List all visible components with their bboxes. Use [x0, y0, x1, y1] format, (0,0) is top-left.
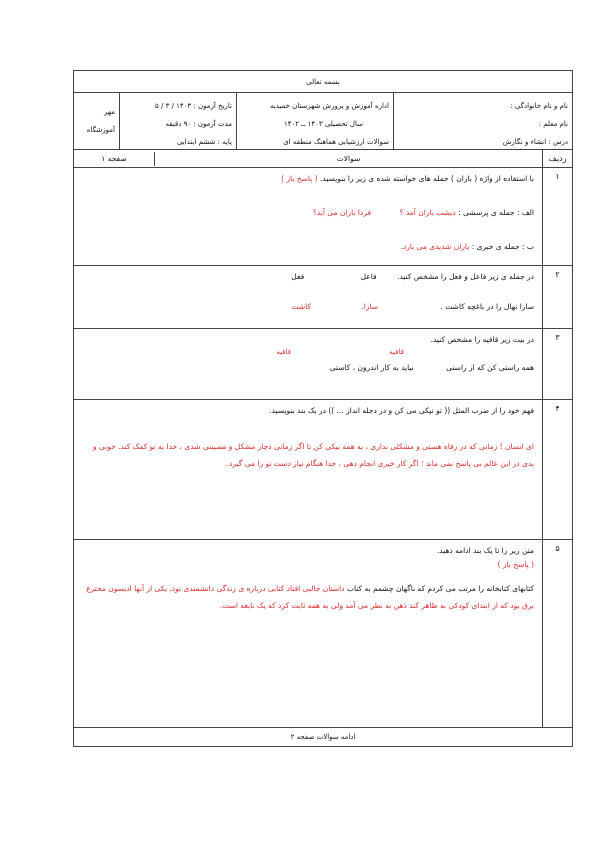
verb-answer: کاشت: [291, 302, 311, 311]
stamp-area: [74, 93, 119, 149]
part-a-label: الف : جمله ی پرسشی :: [458, 208, 534, 217]
page-number: صفحه ۱: [74, 152, 155, 166]
question-1-note: ( پاسخ باز ): [281, 174, 318, 183]
questions-column-label: سوالات: [336, 153, 361, 163]
question-4-prompt: فهم خود را از ضرب المثل (( تو نیکی می کن و در دجله انداز ... )) در یک بند بنویسید.: [269, 406, 534, 415]
question-1-part-b: [80, 240, 534, 254]
student-info: [393, 93, 572, 149]
part-b-answer: باران شدیدی می بارد.: [400, 242, 470, 251]
rhyme-labels: [80, 347, 404, 357]
question-2-body: [74, 266, 542, 328]
question-2-prompt-line: [80, 270, 534, 284]
footer-text: ادامه سوالات صفحه ۲: [290, 733, 356, 741]
exam-sheet: [73, 70, 573, 747]
question-2-prompt: در جمله ی زیر فاعل و فعل را مشخص کنید.: [396, 272, 534, 281]
exam-title: سوالات ارزشیابی هماهنگ منطقه ای: [283, 138, 389, 146]
part-b-label: ب : جمله ی خبری :: [471, 242, 534, 251]
exam-date: تاریخ آزمون : ۱۴۰۳ / ۳ / ۵: [155, 102, 232, 110]
question-3-prompt: در بیت زیر قافیه را مشخص کنید.: [430, 335, 534, 344]
subject-heading: فاعل: [360, 272, 377, 281]
part-a-answer-2: فردا باران می آید؟: [312, 208, 372, 217]
question-5-start: کتابهای کتابخانه را مرتب می کردم که ناگهان چشمم به کتاب: [346, 584, 534, 593]
question-2-sentence-line: [80, 300, 534, 314]
question-5: [74, 540, 572, 728]
exam-info: [119, 93, 236, 149]
question-1-prompt: با استفاده از واژه ( باران ) جمله های خواسته شده ی زیر را بنویسید.: [319, 174, 534, 183]
subject-label: درس : انشاء و نگارش: [502, 138, 568, 146]
questions-column-header: [74, 152, 542, 166]
question-5-body: [74, 540, 542, 727]
student-name-label: نام و نام خانوادگی :: [510, 102, 568, 110]
question-1-number: ۱: [542, 168, 572, 265]
column-header-row: [74, 150, 572, 168]
verb-heading: فعل: [291, 272, 305, 281]
question-4-answer: ای انسان ! زمانی که در رفاه هستی و مشکلی نداری ، به همه نیکی کن تا اگر زمانی دچار مشکل و مصیبتی شدی ، خدا به تو کمک کند. خوبی و بدی در این عالم بی پاسخ نمی ماند ؛ اگر کار خیری انجام دهی ، خدا هنگام نیاز دست تو را می گیرد.: [92, 442, 534, 468]
org-name: اداره آموزش و پرورش شهرستان خمیدیه: [270, 102, 389, 110]
teacher-name-label: نام معلم :: [538, 120, 568, 128]
school-year: سال تحصیلی ۱۴۰۳ ــ ۱۴۰۲: [284, 120, 363, 128]
verse-hemistich-2: نیاید به کار اندرون ، کاستی: [329, 363, 414, 372]
question-5-prompt: متن زیر را تا یک بند ادامه دهید.: [436, 546, 534, 555]
question-3-number: ۳: [542, 329, 572, 399]
question-4-number: ۴: [542, 400, 572, 539]
question-1-body: [74, 168, 542, 265]
question-5-prompt-line: [80, 544, 534, 558]
question-3: [74, 329, 572, 400]
question-5-number: ۵: [542, 540, 572, 727]
question-4: [74, 400, 572, 540]
question-5-note: ( پاسخ باز ): [497, 560, 534, 569]
question-1: [74, 168, 572, 266]
subject-answer: سارا.: [361, 302, 379, 311]
question-2-number: ۲: [542, 266, 572, 328]
row-column-header: [542, 150, 572, 167]
question-4-body: [74, 400, 542, 539]
bismillah: بسمه تعالی: [306, 77, 340, 86]
grade-label: پایه : ششم ابتدایی: [177, 138, 232, 146]
verse-line: [80, 361, 534, 375]
stamp-label: مهر آموزشگاه: [86, 108, 115, 134]
question-5-text: [80, 580, 534, 614]
question-2: [74, 266, 572, 329]
title-row: [74, 71, 572, 93]
question-2-sentence: سارا نهال را در باغچه کاشت .: [440, 302, 534, 311]
rhyme-label-1: قافیه: [389, 348, 404, 356]
row-column-label: ردیف: [548, 154, 567, 163]
org-info: [236, 93, 393, 149]
exam-duration: مدت آزمون : ۹۰ دقیقه: [165, 120, 232, 128]
part-a-answer-1: دیشب باران آمد ؟: [399, 208, 456, 217]
question-5-continuation: داستان جالبی افتاد کتابی درباره ی زندگی دانشمندی بود. یکی از آنها ادیسون مخترع برق بود که از ابتدای کودکی به ظاهر کند ذهن به نظر می آمد ولی به همه ثابت کرد که یک نابغه است.: [86, 584, 534, 610]
rhyme-label-2: قافیه: [276, 348, 292, 356]
question-3-body: [74, 329, 542, 399]
verse-hemistich-1: همه راستی کن که از راستی: [446, 363, 534, 372]
footer-row: [74, 728, 572, 746]
header-row: [74, 93, 572, 150]
question-1-prompt-line: [80, 172, 534, 186]
question-1-part-a: [80, 206, 534, 220]
